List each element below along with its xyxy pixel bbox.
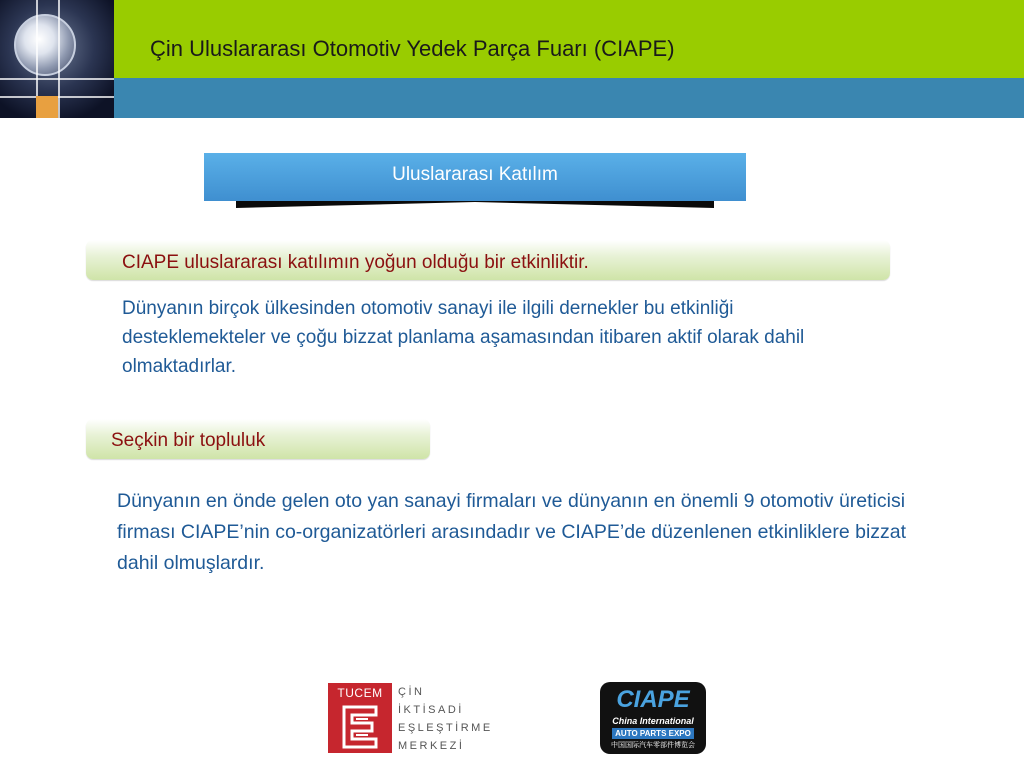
ciape-logo <box>600 682 706 754</box>
tucem-line: ÇİN <box>398 686 425 698</box>
block2-heading: Seçkin bir topluluk <box>111 430 266 451</box>
photo-grid-line <box>0 78 114 80</box>
block1-heading: CIAPE uluslararası katılımın yoğun olduğu bir etkinliktir. <box>122 252 589 273</box>
headlight-photo <box>0 0 114 118</box>
tucem-line: MERKEZİ <box>398 740 465 752</box>
page-title: Çin Uluslararası Otomotiv Yedek Parça Fuarı (CIAPE) <box>150 36 675 61</box>
tucem-emblem-icon <box>342 705 378 749</box>
tucem-logo-label: TUCEM <box>337 686 383 700</box>
ciape-subtitle: China International <box>612 716 694 726</box>
block2-text: Dünyanın en önde gelen oto yan sanayi firmaları ve dünyanın en önemli 9 otomotiv üreticisi firması CIAPE’nin co-organizatörleri arasındadır ve CIAPE’de düzenlenen etkinliklere bizzat dahil olmuşlardır. <box>117 490 907 574</box>
ciape-expo-bar: AUTO PARTS EXPO <box>612 728 694 739</box>
headlight-icon <box>14 14 76 76</box>
tucem-line: EŞLEŞTİRME <box>398 722 493 734</box>
header-accent-bar <box>0 78 1024 118</box>
tucem-logo <box>328 683 392 753</box>
photo-glow <box>36 96 58 118</box>
ciape-wordmark: CIAPE <box>616 686 690 713</box>
ciape-chinese-name: 中国国际汽车零部件博览会 <box>611 742 695 749</box>
block1-text: Dünyanın birçok ülkesinden otomotiv sanayi ile ilgili dernekler bu etkinliği desteklemekteler ve çoğu bizzat planlama aşamasından itibaren aktif olarak dahil olmaktadırlar. <box>122 298 805 377</box>
tucem-wordmark <box>398 683 508 755</box>
section-banner: Uluslararası Katılım <box>204 153 746 201</box>
photo-grid-line <box>58 0 60 118</box>
tucem-line: İKTİSADİ <box>398 704 464 716</box>
